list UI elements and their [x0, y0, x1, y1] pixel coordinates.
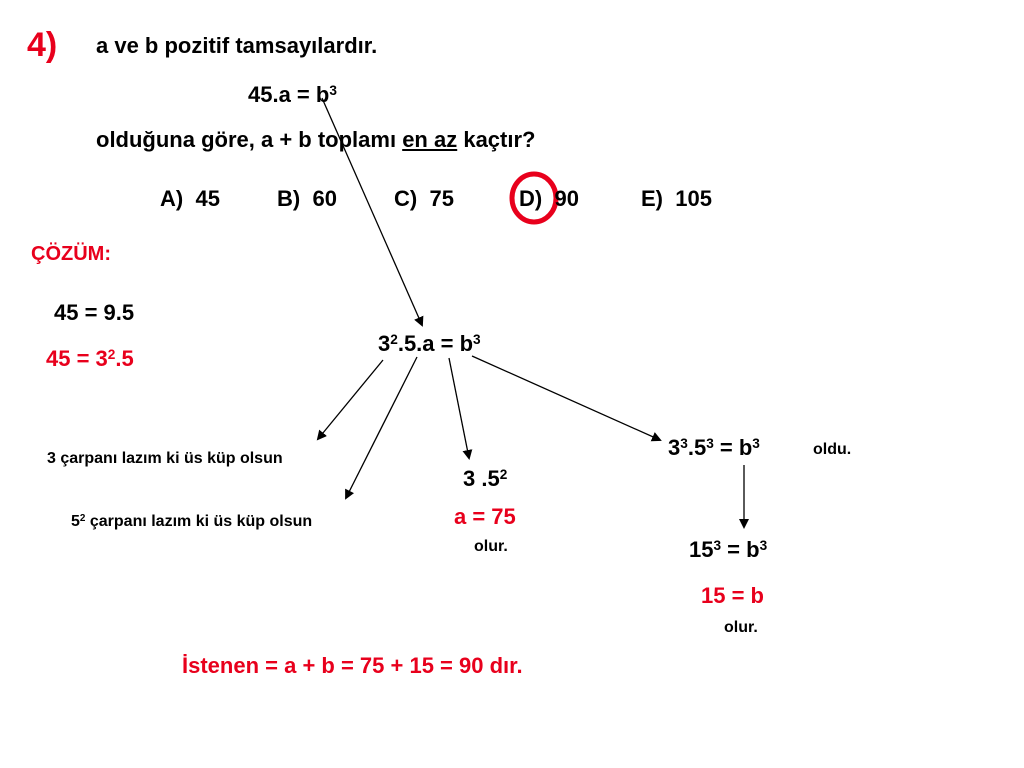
main-equation: [378, 333, 481, 355]
main-eq-e1: 2: [390, 331, 398, 347]
cube-eq-p1: 3: [668, 435, 681, 460]
a-olur: olur.: [474, 538, 508, 555]
cube-equation-2: [689, 539, 767, 561]
a-expr-base: 3 .5: [463, 466, 500, 491]
choice-c-label: C): [394, 186, 418, 211]
a-expr-exp: 2: [499, 466, 508, 482]
arrow-to-note1: [318, 360, 383, 439]
cube-eq-e1: 3: [680, 435, 688, 451]
note-1: 3 çarpanı lazım ki üs küp olsun: [47, 450, 283, 467]
factor-line-2-b: .5: [115, 346, 134, 371]
main-eq-p1: 3: [378, 331, 391, 356]
choice-e-value: 105: [675, 186, 712, 211]
cube-eq2-e1: 3: [713, 537, 722, 553]
note-2: [71, 514, 312, 530]
cube-eq-e2: 3: [706, 435, 714, 451]
factor-line-2: [46, 348, 134, 370]
note-2-base: 5: [71, 513, 80, 530]
arrow-to-cube-eq: [472, 356, 660, 440]
b-value: 15 = b: [701, 583, 764, 608]
cube-eq2-e2: 3: [759, 537, 768, 553]
given-equation-base: 45.a = b: [248, 82, 330, 107]
question-prefix: olduğuna göre, a + b toplamı: [96, 127, 403, 152]
choice-a-label: A): [160, 186, 184, 211]
oldu-label: oldu.: [813, 441, 852, 458]
arrow-to-note2: [346, 357, 417, 498]
solution-heading: ÇÖZÜM:: [31, 243, 111, 265]
a-expression: [463, 468, 507, 490]
main-eq-e2: 3: [473, 331, 481, 347]
cube-eq2-p1: 15: [689, 537, 714, 562]
given-equation: [248, 84, 337, 106]
main-eq-p2: .5.a = b: [397, 331, 474, 356]
choice-b-value: 60: [312, 186, 337, 211]
choice-c-value: 75: [429, 186, 454, 211]
arrow-to-a-expr: [449, 358, 469, 458]
factor-line-2-a: 45 = 3: [46, 346, 108, 371]
factor-line-2-exp: 2: [107, 346, 116, 362]
cube-eq-p2: .5: [687, 435, 707, 460]
choice-d: [519, 188, 579, 210]
given-line: a ve b pozitif tamsayılardır.: [96, 33, 378, 58]
note-2-text: çarpanı lazım ki üs küp olsun: [85, 513, 313, 530]
choice-a: [160, 188, 220, 210]
cube-eq-p3: = b: [713, 435, 753, 460]
choice-b-label: B): [277, 186, 301, 211]
b-olur: olur.: [724, 619, 758, 636]
choice-a-value: 45: [195, 186, 220, 211]
cube-equation: [668, 437, 760, 459]
choice-c: [394, 188, 454, 210]
question-suffix: kaçtır?: [457, 127, 536, 152]
final-result: İstenen = a + b = 75 + 15 = 90 dır.: [182, 653, 523, 678]
choice-e-label: E): [641, 186, 663, 211]
choice-b: [277, 188, 337, 210]
choice-d-value: 90: [554, 186, 579, 211]
problem-number: 4): [27, 26, 58, 64]
note-2-exp: 2: [79, 512, 86, 524]
cube-eq-e3: 3: [752, 435, 760, 451]
given-equation-exp: 3: [329, 82, 337, 98]
choice-e: [641, 188, 712, 210]
question-line: [96, 129, 535, 151]
choice-d-label: D): [519, 186, 543, 211]
a-value: a = 75: [454, 504, 516, 529]
question-emphasis: en az: [402, 127, 458, 152]
cube-eq2-p2: = b: [721, 537, 760, 562]
factor-line-1: 45 = 9.5: [54, 300, 135, 325]
